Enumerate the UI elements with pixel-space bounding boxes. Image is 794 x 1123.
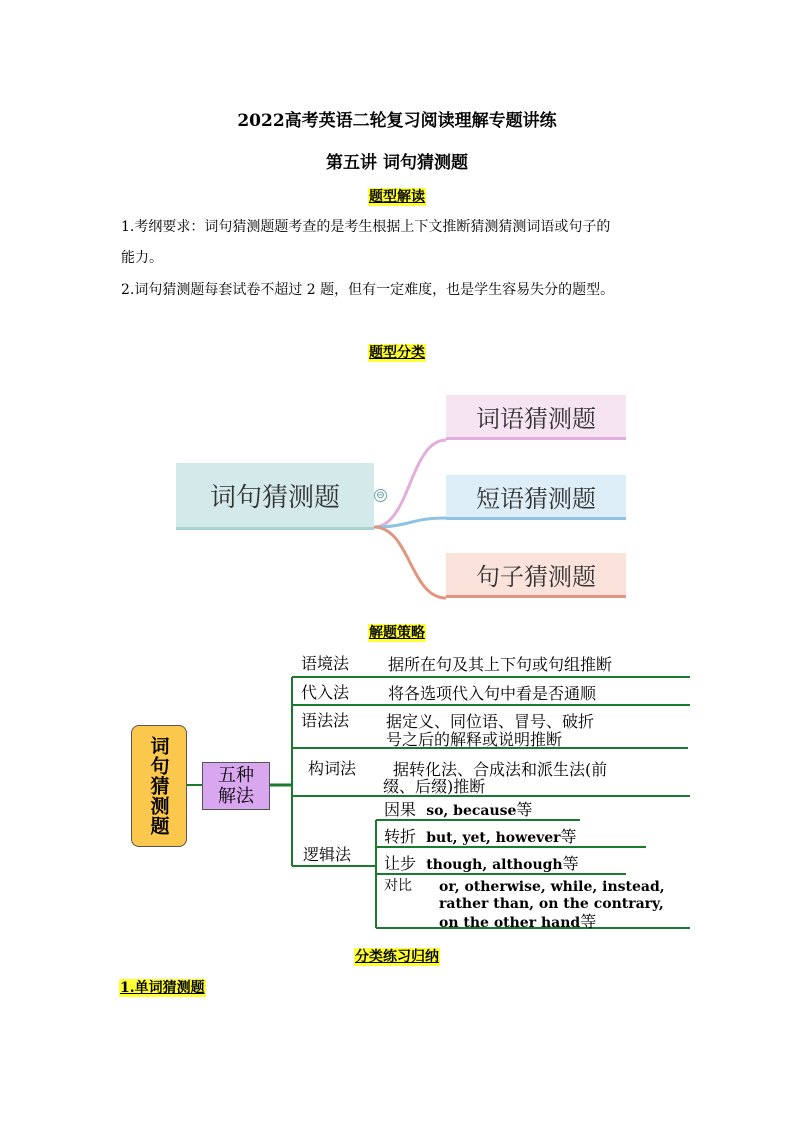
section-heading-text: 分类练习归纳 — [355, 949, 439, 965]
logic-words: on the other hand — [439, 915, 581, 931]
collapse-icon[interactable]: ⊖ — [374, 489, 387, 502]
lecture-subtitle: 第五讲 词句猜测题 — [326, 153, 468, 173]
method-name-context: 语境法 — [301, 654, 350, 673]
logic-comparison-line-2: rather than, on the contrary, — [439, 896, 664, 912]
method-name-substitution: 代入法 — [301, 683, 350, 702]
logic-name: 转折 — [384, 827, 417, 846]
paragraph-1-line-2: 能力。 — [121, 250, 163, 266]
method-name-grammar: 语法法 — [301, 711, 350, 730]
logic-item-contrast-turn — [384, 828, 577, 847]
logic-item-comparison-label: 对比 — [384, 878, 412, 894]
mindmap-node-word: 词语猜测题 — [446, 395, 626, 440]
document-title: 2022高考英语二轮复习阅读理解专题讲练 — [237, 111, 557, 131]
logic-suffix: 等 — [562, 854, 579, 873]
strategy-hub-node — [202, 762, 270, 810]
method-name-word-formation: 构词法 — [308, 759, 357, 778]
method-desc-context: 据所在句及其上下句或句组推断 — [388, 655, 613, 674]
hub-line-2: 解法 — [218, 786, 254, 807]
method-desc-grammar-line-1: 据定义、同位语、冒号、破折 — [386, 712, 595, 731]
method-desc-substitution: 将各选项代入句中看是否通顺 — [388, 684, 597, 703]
logic-words: but, yet, however — [426, 830, 561, 846]
logic-words: though, although — [426, 857, 563, 873]
logic-item-concession — [384, 855, 579, 874]
method-name-logic: 逻辑法 — [303, 845, 352, 864]
mindmap-node-sentence: 句子猜测题 — [446, 553, 626, 598]
paragraph-1-line-1: 1.考纲要求：词句猜测题题考查的是考生根据上下文推断猜测猜测词语或句子的 — [121, 219, 611, 235]
mindmap-root-node: 词句猜测题 — [176, 463, 374, 530]
logic-comparison-line-3 — [439, 913, 596, 932]
method-desc-grammar-line-2: 号之后的解释或说明推断 — [386, 730, 563, 749]
method-desc-word-formation-line-2: 缀、后缀)推断 — [383, 777, 486, 796]
logic-suffix: 等 — [580, 912, 597, 931]
logic-words: so, because — [426, 803, 517, 819]
logic-suffix: 等 — [560, 827, 577, 846]
method-desc-word-formation-line-1: 据转化法、合成法和派生法(前 — [393, 760, 608, 779]
section-heading-text: 1.单词猜测题 — [120, 980, 205, 996]
section-heading-text: 题型分类 — [369, 345, 425, 361]
section-heading-practice — [0, 946, 794, 966]
paragraph-2: 2.词句猜测题每套试卷不超过 2 题，但有一定难度，也是学生容易失分的题型。 — [121, 282, 615, 298]
logic-suffix: 等 — [516, 800, 533, 819]
section-heading-text: 解题策略 — [369, 625, 425, 641]
hub-line-1: 五种 — [218, 765, 254, 786]
strategy-root-node — [131, 725, 187, 847]
section-heading-text: 题型解读 — [369, 189, 425, 205]
logic-name: 让步 — [384, 854, 417, 873]
section-heading-word-guess — [119, 977, 206, 997]
logic-comparison-line-1: or, otherwise, while, instead, — [439, 879, 665, 895]
logic-name: 因果 — [384, 800, 417, 819]
logic-item-cause — [384, 801, 532, 820]
mindmap-node-phrase: 短语猜测题 — [446, 475, 626, 520]
strategy-root-label: 词句猜测题 — [147, 736, 170, 836]
